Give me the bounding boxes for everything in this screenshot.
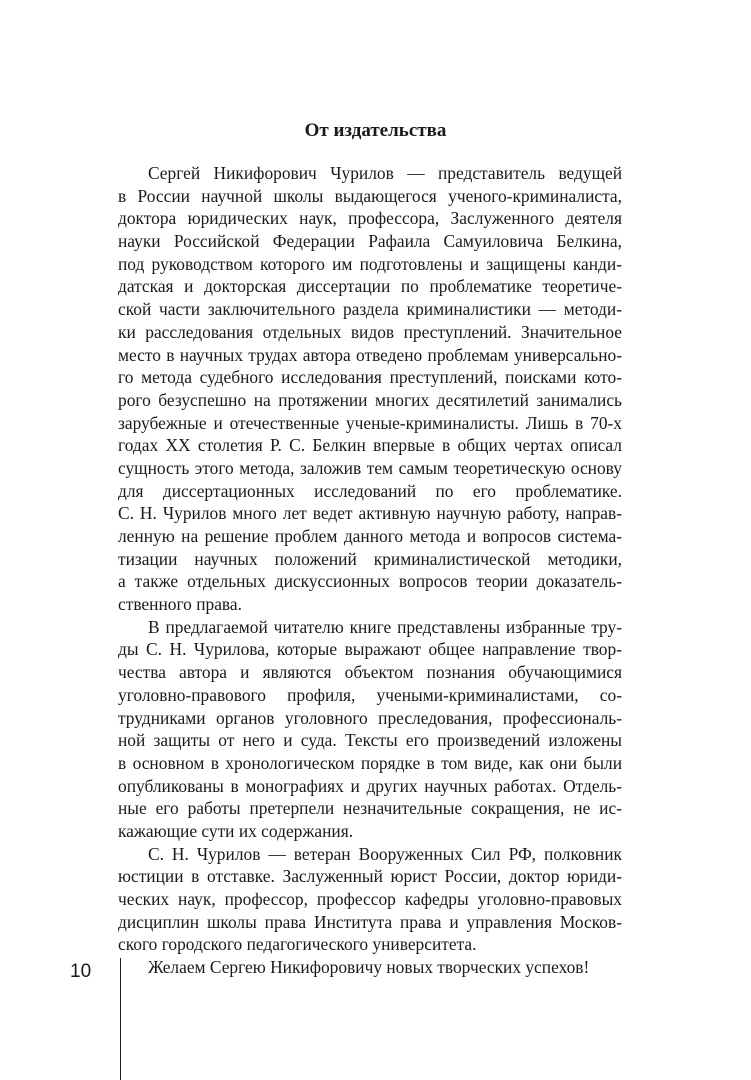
paragraph-4: [118, 956, 622, 979]
text-line: ды С. Н. Чурилова, которые выражают общее направление твор-: [118, 639, 622, 660]
paragraph-2: [118, 616, 622, 843]
page-number: 10: [70, 961, 92, 982]
text-line: чества автора и являются объектом познания обучающимися: [118, 662, 622, 683]
paragraph-1: [118, 162, 622, 616]
text-line: С. Н. Чурилов много лет ведет активную научную работу, направ-: [118, 503, 622, 524]
paragraph-3: [118, 843, 622, 956]
text-line: для диссертационных исследований по его проблематике.: [118, 480, 622, 501]
margin-rule: [120, 958, 121, 1080]
text-line: кажающие сути их содержания.: [118, 820, 354, 841]
text-line: ческих наук, профессор, профессор кафедры уголовно-правовых: [118, 889, 622, 909]
text-line: уголовно-правового профиля, учеными-криминалистами, со-: [118, 684, 622, 705]
text-line: науки Российской Федерации Рафаила Самуиловича Белкина,: [118, 231, 622, 252]
text-line: го метода судебного исследования преступлений, поисками кото-: [118, 367, 622, 388]
text-line: ные его работы претерпели незначительные сокращения, не ис-: [118, 798, 622, 819]
text-line: а также отдельных дискуссионных вопросов теории доказатель-: [118, 571, 622, 592]
text-line: Сергей Никифорович Чурилов — представитель ведущей: [148, 163, 622, 183]
text-line: в России научной школы выдающегося ученого-криминалиста,: [118, 185, 622, 206]
text-line: доктора юридических наук, профессора, Заслуженного деятеля: [118, 208, 622, 229]
text-line: под руководством которого им подготовлены и защищены канди-: [118, 253, 622, 274]
text-line: опубликованы в монографиях и других научных работах. Отдель-: [118, 775, 622, 796]
text-line: ской части заключительного раздела криминалистики — методи-: [118, 299, 622, 320]
text-line: датская и докторская диссертации по проблематике теоретиче-: [118, 276, 622, 297]
text-line: юстиции в отставке. Заслуженный юрист России, доктор юриди-: [118, 866, 622, 887]
text-line: С. Н. Чурилов — ветеран Вооруженных Сил РФ, полковник: [148, 843, 622, 864]
text-line: зарубежные и отечественные ученые-криминалисты. Лишь в 70-х: [118, 412, 622, 433]
text-line: место в научных трудах автора отведено проблемам универсально-: [118, 344, 622, 365]
text-line: тизации научных положений криминалистической методики,: [118, 548, 622, 569]
page-title: От издательства: [304, 120, 447, 141]
text-line: ленную на решение проблем данного метода и вопросов система-: [118, 526, 622, 546]
text-line: ского городского педагогического университета.: [118, 934, 477, 955]
text-line: трудниками органов уголовного преследования, профессиональ-: [118, 707, 622, 728]
text-line: ки расследования отдельных видов преступлений. Значительное: [118, 321, 622, 342]
text-line: годах XX столетия Р. С. Белкин впервые в общих чертах описал: [118, 435, 622, 456]
text-line: Желаем Сергею Никифоровичу новых творческих успехов!: [148, 957, 590, 978]
text-line: ной защиты от него и суда. Тексты его произведений изложены: [118, 730, 622, 751]
text-line: сущность этого метода, заложив тем самым теоретическую основу: [118, 457, 622, 478]
text-line: ственного права.: [118, 594, 242, 615]
body-text: [118, 162, 622, 979]
text-line: рого безуспешно на протяжении многих десятилетий занимались: [118, 389, 622, 410]
text-line: в основном в хронологическом порядке в том виде, как они были: [118, 752, 622, 773]
text-line: дисциплин школы права Института права и управления Москов-: [118, 911, 622, 932]
text-line: В предлагаемой читателю книге представлены избранные тру-: [148, 616, 622, 637]
